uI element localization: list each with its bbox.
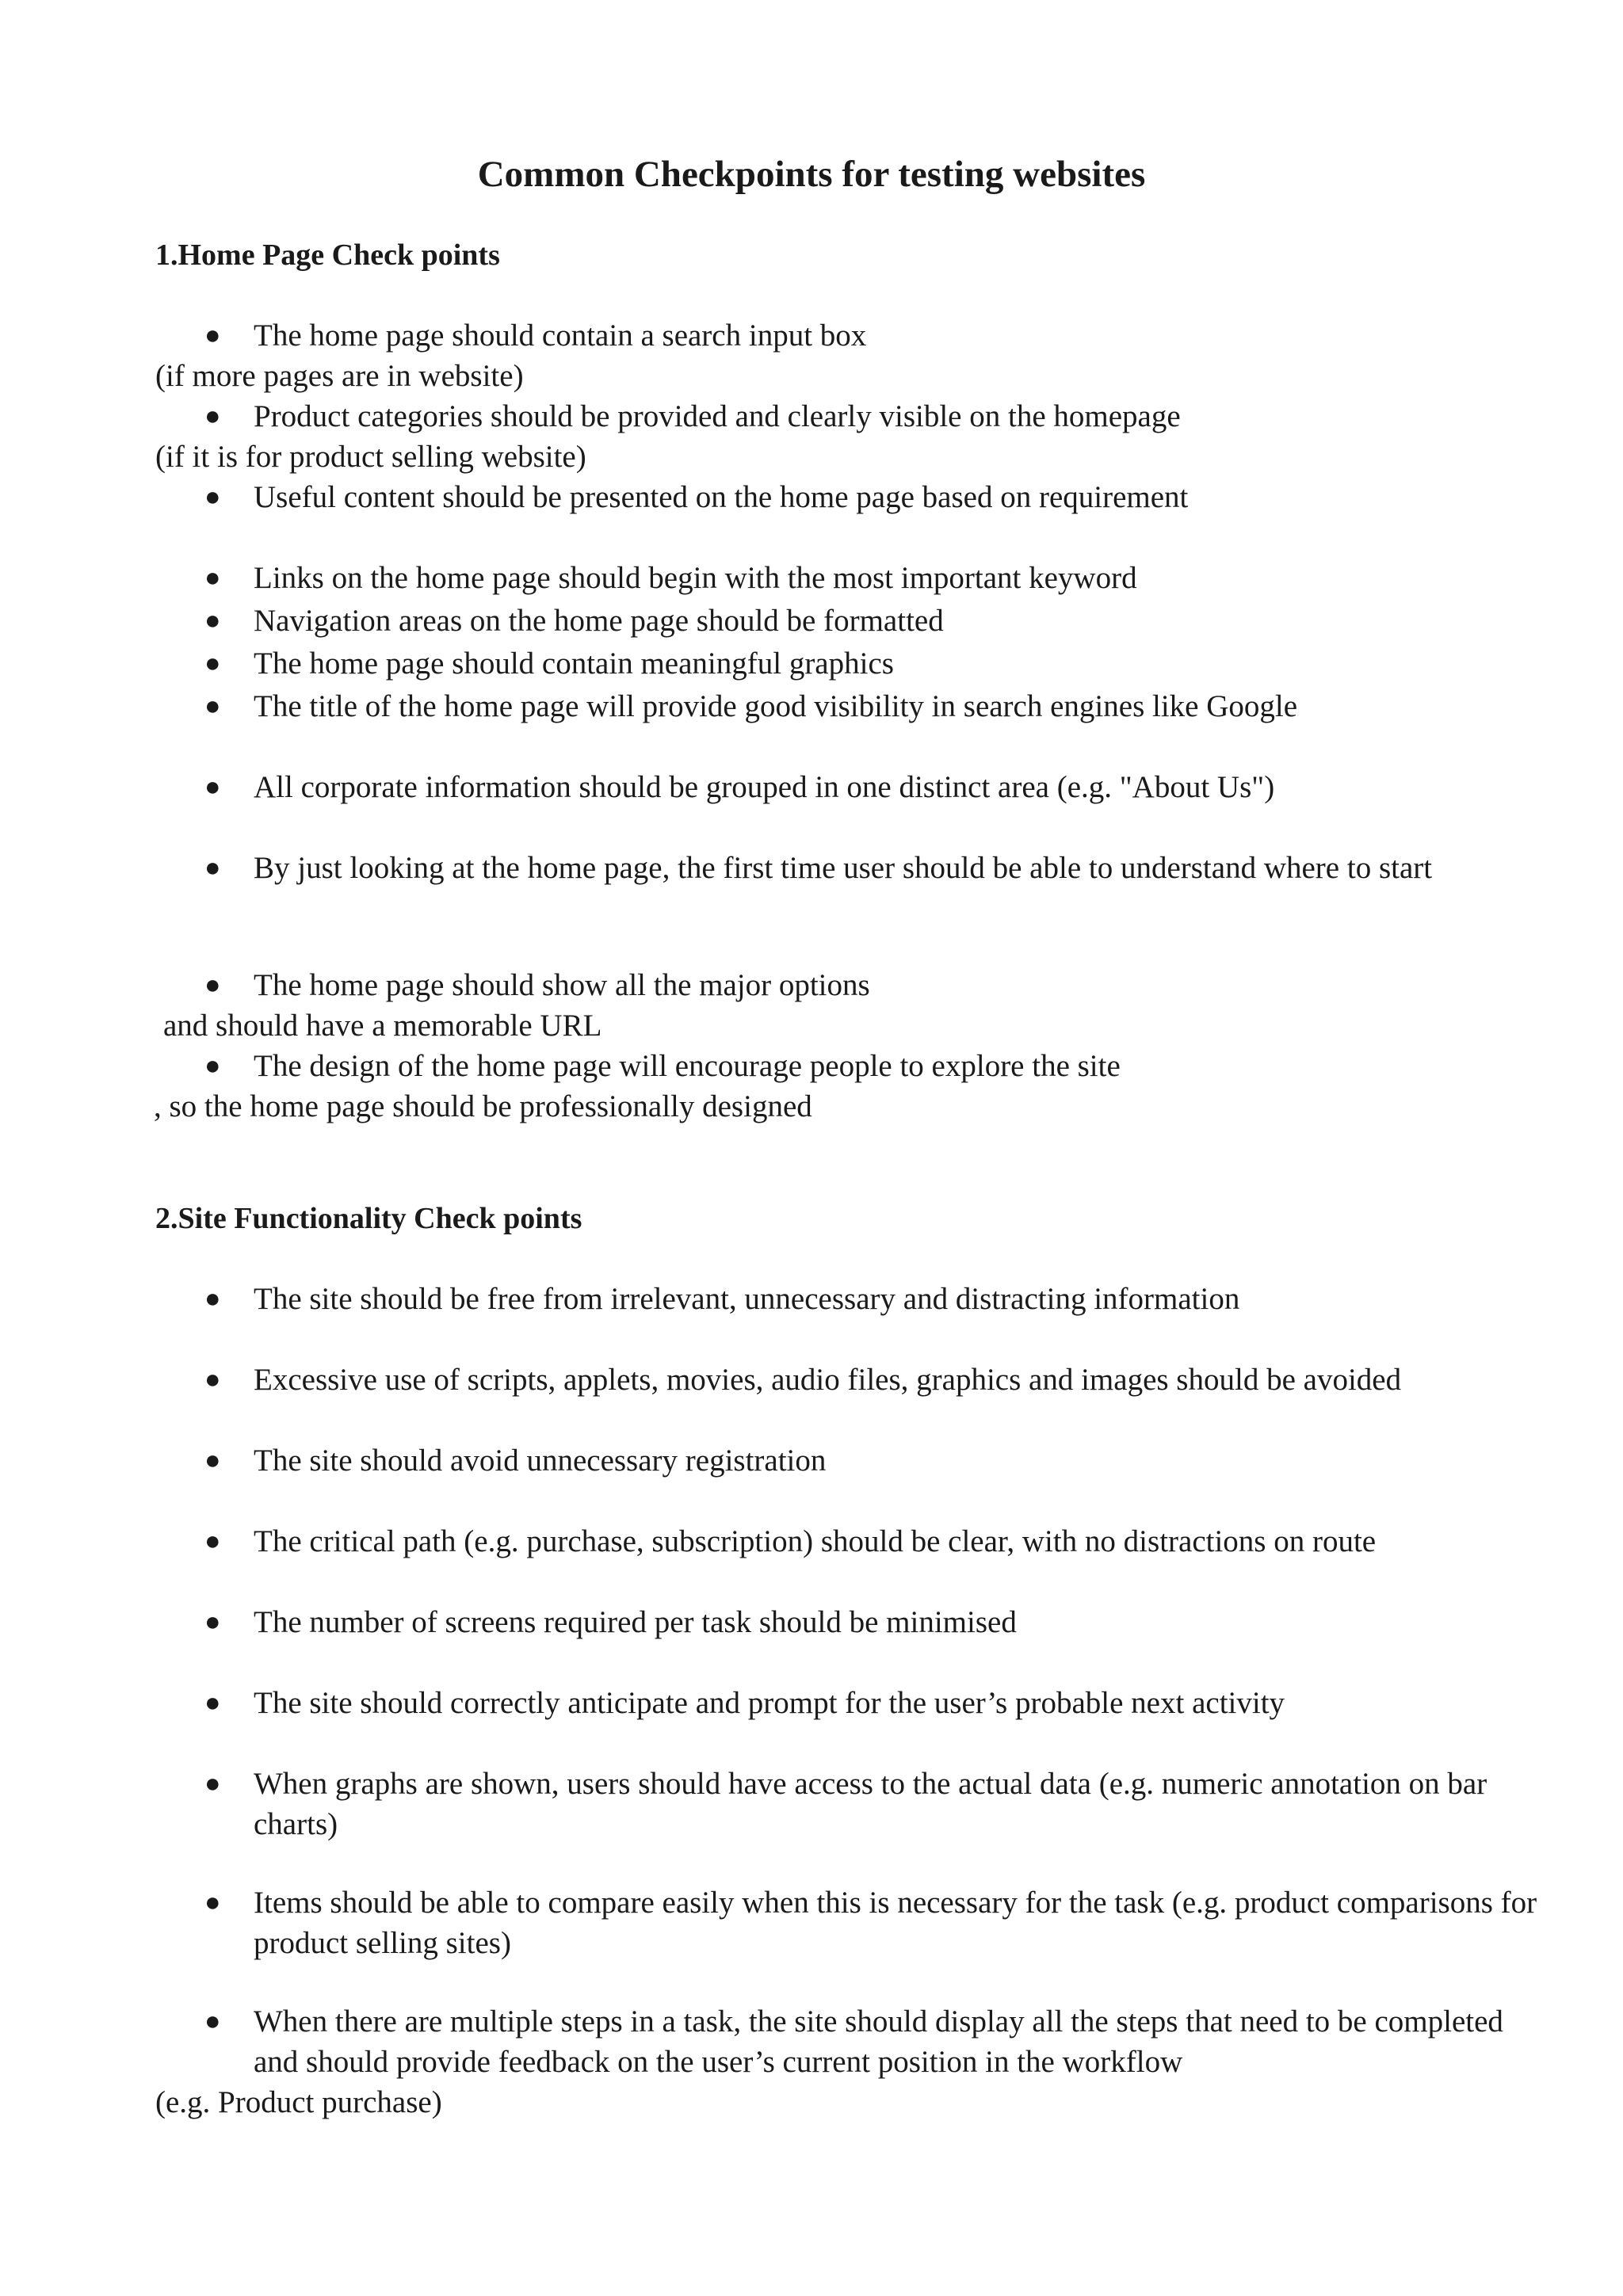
list-item: The site should correctly anticipate and prompt for the user’s probable next activity: [254, 1686, 1285, 1720]
bullet-icon: ●: [204, 321, 221, 350]
list-item: The site should avoid unnecessary registration: [254, 1444, 827, 1478]
list-item: The home page should show all the major options: [254, 968, 870, 1002]
list-item: Items should be able to compare easily when this is necessary for the task (e.g. product comparisons for product selling sites): [254, 1886, 1537, 1960]
bullet-icon: ●: [204, 563, 221, 593]
section-heading-home-page: 1.Home Page Check points: [155, 238, 500, 272]
list-item: Product categories should be provided and clearly visible on the homepage: [254, 399, 1181, 433]
list-item: The critical path (e.g. purchase, subscription) should be clear, with no distractions on route: [254, 1524, 1377, 1558]
bullet-icon: ●: [204, 1527, 221, 1556]
bullet-icon: ●: [204, 1769, 221, 1798]
list-item: Navigation areas on the home page should be formatted: [254, 604, 944, 638]
bullet-icon: ●: [204, 482, 221, 512]
section-heading-site-functionality: 2.Site Functionality Check points: [155, 1202, 582, 1235]
list-item: Excessive use of scripts, applets, movies, audio files, graphics and images should be avoided: [254, 1363, 1402, 1397]
list-item: The home page should contain meaningful graphics: [254, 646, 894, 681]
list-item: The home page should contain a search input box: [254, 318, 867, 353]
continuation-line: and should have a memorable URL: [163, 1009, 602, 1043]
list-item: By just looking at the home page, the first time user should be able to understand where to start: [254, 851, 1433, 885]
document-title: Common Checkpoints for testing websites: [477, 154, 1146, 195]
bullet-icon: ●: [204, 853, 221, 883]
list-item: The title of the home page will provide good visibility in search engines like Google: [254, 689, 1298, 723]
list-item: The site should be free from irrelevant, unnecessary and distracting information: [254, 1282, 1240, 1316]
list-item: When there are multiple steps in a task, the site should display all the steps that need to be completed and should provide feedback on the user’s current position in the workflow: [254, 2004, 1503, 2079]
continuation-line: (if more pages are in website): [155, 359, 524, 393]
bullet-icon: ●: [204, 649, 221, 678]
bullet-icon: ●: [204, 971, 221, 1000]
continuation-line: (if it is for product selling website): [155, 440, 586, 474]
continuation-line: , so the home page should be professionally designed: [154, 1089, 812, 1123]
bullet-icon: ●: [204, 1446, 221, 1475]
list-item: Links on the home page should begin with the most important keyword: [254, 561, 1137, 595]
bullet-icon: ●: [204, 1365, 221, 1394]
bullet-icon: ●: [204, 1688, 221, 1718]
list-item: The number of screens required per task should be minimised: [254, 1605, 1017, 1639]
bullet-icon: ●: [204, 2007, 221, 2036]
list-item: The design of the home page will encourage people to explore the site: [254, 1049, 1121, 1083]
bullet-icon: ●: [204, 1888, 221, 1917]
list-item: Useful content should be presented on the home page based on requirement: [254, 480, 1189, 514]
continuation-line: (e.g. Product purchase): [155, 2085, 442, 2119]
bullet-icon: ●: [204, 1608, 221, 1637]
bullet-icon: ●: [204, 1051, 221, 1081]
bullet-icon: ●: [204, 1284, 221, 1314]
bullet-icon: ●: [204, 692, 221, 721]
bullet-icon: ●: [204, 606, 221, 635]
list-item: All corporate information should be grouped in one distinct area (e.g. "About Us"): [254, 770, 1275, 804]
bullet-icon: ●: [204, 772, 221, 802]
list-item: When graphs are shown, users should have access to the actual data (e.g. numeric annotation on bar charts): [254, 1767, 1487, 1841]
bullet-icon: ●: [204, 402, 221, 431]
